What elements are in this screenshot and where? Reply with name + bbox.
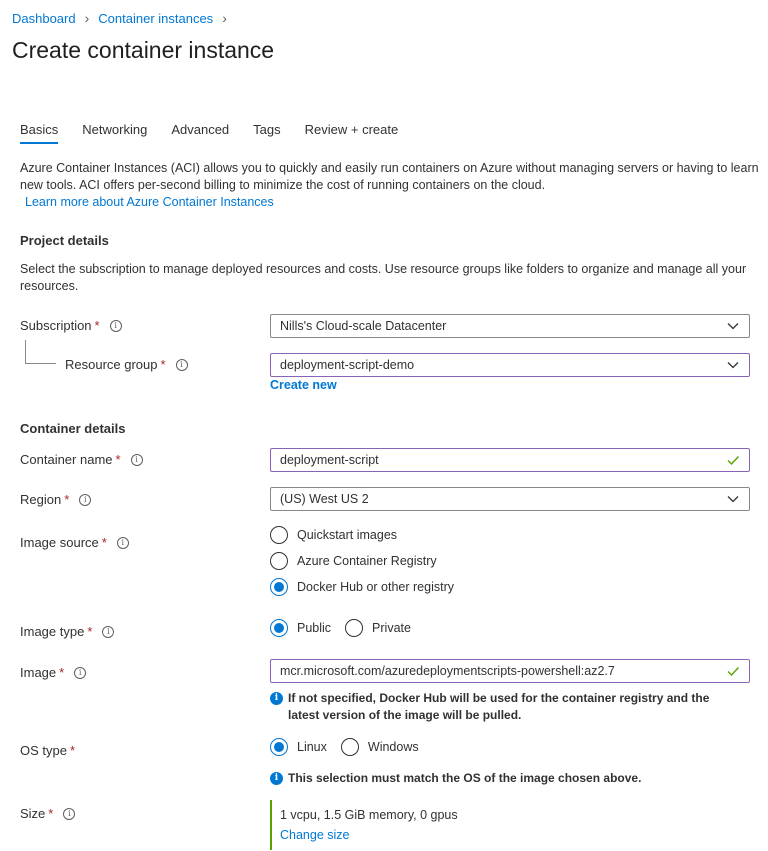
required-marker: * bbox=[64, 492, 70, 507]
tab-networking[interactable]: Networking bbox=[82, 122, 148, 137]
radio-button-selected[interactable] bbox=[270, 738, 288, 756]
image-label bbox=[20, 665, 86, 680]
project-details-heading: Project details bbox=[20, 233, 109, 248]
radio-button[interactable] bbox=[270, 526, 288, 544]
tab-review-create[interactable]: Review + create bbox=[304, 122, 399, 137]
radio-label: Azure Container Registry bbox=[297, 554, 437, 568]
chevron-right-icon: › bbox=[84, 10, 90, 26]
required-marker: * bbox=[160, 357, 166, 372]
info-icon[interactable]: i bbox=[176, 359, 188, 371]
intro-section bbox=[20, 160, 760, 211]
os-type-label bbox=[20, 743, 75, 758]
breadcrumb bbox=[12, 10, 236, 26]
radio-button-selected[interactable] bbox=[270, 619, 288, 637]
radio-button-selected[interactable] bbox=[270, 578, 288, 596]
radio-label-windows[interactable]: Windows bbox=[367, 740, 419, 754]
tab-advanced[interactable]: Advanced bbox=[171, 122, 230, 137]
tab-basics[interactable]: Basics bbox=[20, 122, 58, 143]
radio-label-private[interactable]: Private bbox=[372, 621, 411, 635]
radio-quickstart-images[interactable] bbox=[270, 526, 397, 544]
image-source-label bbox=[20, 535, 129, 550]
image-type-radio-group bbox=[270, 619, 411, 637]
image-source-label-text: Image source bbox=[20, 535, 99, 550]
radio-azure-container-registry[interactable] bbox=[270, 552, 437, 570]
container-details-heading: Container details bbox=[20, 421, 126, 436]
checkmark-icon bbox=[726, 664, 740, 678]
chevron-right-icon: › bbox=[222, 10, 227, 26]
required-marker: * bbox=[115, 452, 121, 467]
region-label-text: Region bbox=[20, 492, 62, 507]
radio-button[interactable] bbox=[341, 738, 359, 756]
subscription-label bbox=[20, 318, 122, 333]
checkmark-icon bbox=[726, 453, 740, 467]
learn-more-link[interactable]: Learn more about Azure Container Instances bbox=[25, 195, 274, 209]
radio-label: Quickstart images bbox=[297, 528, 398, 542]
breadcrumb-dashboard[interactable]: Dashboard bbox=[12, 10, 76, 26]
change-size-link[interactable]: Change size bbox=[280, 828, 350, 842]
info-icon[interactable]: i bbox=[117, 537, 129, 549]
image-type-label bbox=[20, 624, 114, 639]
image-type-label-text: Image type bbox=[20, 624, 85, 639]
size-label bbox=[20, 806, 75, 821]
os-type-radio-group bbox=[270, 738, 419, 756]
os-hint bbox=[270, 770, 740, 787]
container-name-label-text: Container name bbox=[20, 452, 113, 467]
breadcrumb-container-instances[interactable]: Container instances bbox=[98, 10, 214, 26]
info-icon[interactable]: i bbox=[102, 626, 114, 638]
required-marker: * bbox=[48, 806, 54, 821]
info-filled-icon: i bbox=[270, 772, 283, 785]
image-hint bbox=[270, 690, 740, 724]
resource-group-label-text: Resource group bbox=[65, 357, 158, 372]
subscription-label-text: Subscription bbox=[20, 318, 92, 333]
size-value: 1 vcpu, 1.5 GiB memory, 0 gpus bbox=[280, 808, 458, 822]
page-title: Create container instance bbox=[12, 37, 275, 63]
os-hint-text: This selection must match the OS of the image chosen above. bbox=[288, 771, 642, 785]
chevron-down-icon bbox=[726, 319, 740, 333]
container-name-input[interactable] bbox=[270, 448, 750, 472]
radio-button[interactable] bbox=[270, 552, 288, 570]
info-icon[interactable]: i bbox=[74, 667, 86, 679]
image-hint-text: If not specified, Docker Hub will be used for the container registry and the latest version of the image will be pulled. bbox=[288, 691, 710, 722]
required-marker: * bbox=[94, 318, 100, 333]
radio-label-public[interactable]: Public bbox=[297, 621, 332, 635]
required-marker: * bbox=[87, 624, 93, 639]
tab-tags[interactable]: Tags bbox=[253, 122, 281, 137]
region-dropdown[interactable] bbox=[270, 487, 750, 511]
subscription-dropdown[interactable] bbox=[270, 314, 750, 338]
required-marker: * bbox=[101, 535, 107, 550]
info-filled-icon: i bbox=[270, 692, 283, 705]
required-marker: * bbox=[59, 665, 65, 680]
info-icon[interactable]: i bbox=[79, 494, 91, 506]
size-label-text: Size bbox=[20, 806, 46, 821]
size-summary bbox=[270, 800, 458, 850]
radio-label-linux[interactable]: Linux bbox=[297, 740, 327, 754]
subscription-value: Nills's Cloud-scale Datacenter bbox=[280, 319, 447, 333]
image-input[interactable] bbox=[270, 659, 750, 683]
resource-group-dropdown[interactable] bbox=[270, 353, 750, 377]
create-new-link[interactable]: Create new bbox=[270, 378, 337, 392]
region-label bbox=[20, 492, 91, 507]
resource-group-value: deployment-script-demo bbox=[280, 358, 415, 372]
radio-docker-hub[interactable] bbox=[270, 578, 454, 596]
image-value: mcr.microsoft.com/azuredeploymentscripts-powershell:az2.7 bbox=[280, 664, 615, 678]
container-name-label bbox=[20, 452, 143, 467]
tree-connector bbox=[25, 340, 56, 364]
radio-label: Docker Hub or other registry bbox=[297, 580, 455, 594]
required-marker: * bbox=[69, 743, 76, 758]
info-icon[interactable]: i bbox=[63, 808, 75, 820]
container-name-value: deployment-script bbox=[280, 453, 379, 467]
region-value: (US) West US 2 bbox=[280, 492, 369, 506]
image-label-text: Image bbox=[20, 665, 57, 680]
radio-button[interactable] bbox=[345, 619, 363, 637]
project-details-description: Select the subscription to manage deployed resources and costs. Use resource groups like folders to organize and manage all your resources. bbox=[20, 262, 747, 293]
resource-group-label bbox=[65, 357, 188, 372]
os-type-label-text: OS type bbox=[20, 743, 67, 758]
chevron-down-icon bbox=[726, 492, 740, 506]
tab-bar bbox=[20, 122, 422, 143]
chevron-down-icon bbox=[726, 358, 740, 372]
info-icon[interactable]: i bbox=[110, 320, 122, 332]
info-icon[interactable]: i bbox=[131, 454, 143, 466]
intro-text: Azure Container Instances (ACI) allows you to quickly and easily run containers on Azure without managing servers or having to learn new tools. ACI offers per-second billing to minimize the cost of running containers on the cloud. bbox=[20, 161, 759, 192]
